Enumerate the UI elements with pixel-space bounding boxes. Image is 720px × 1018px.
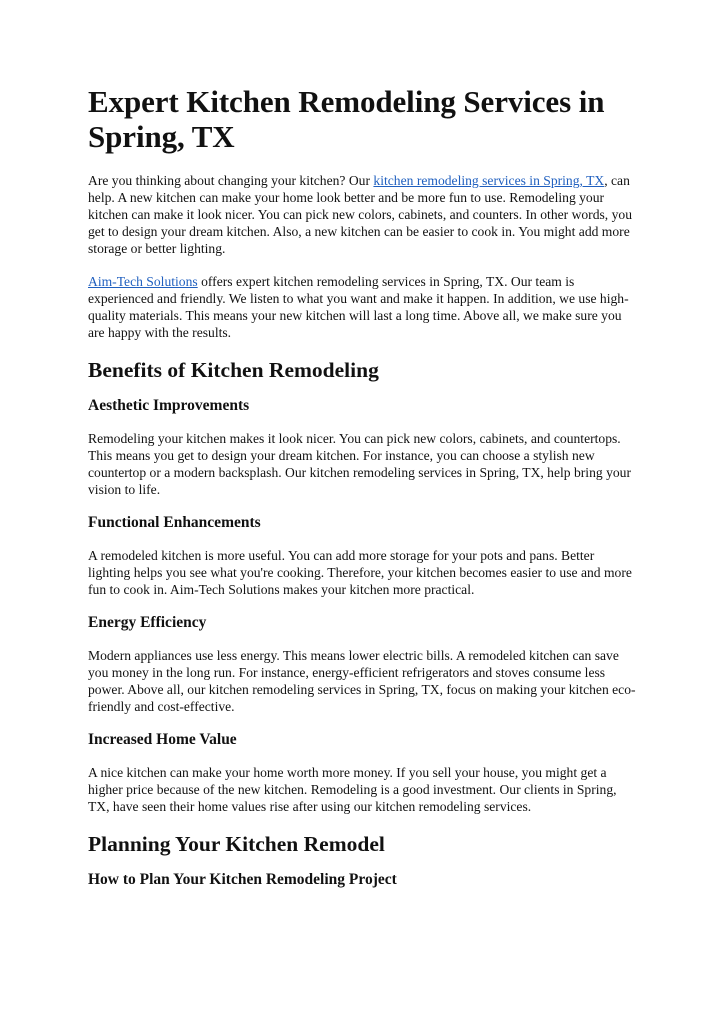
home-value-paragraph: A nice kitchen can make your home worth more money. If you sell your house, you might get a higher price because of the new kitchen. Remodeling is a good investment. Our clients in Spring, TX, have seen their home values rise after using our kitchen remodeling services. <box>88 765 617 814</box>
intro-text-after-link: , can help. A new kitchen can make your home look better and be more fun to use. Remodeling your kitchen can make it look nicer. You can pick new colors, cabinets, and counters. In other words, you get to design your dream kitchen. Also, a new kitchen can be easier to cook in. You might add more storage or better lighting. <box>88 173 632 256</box>
functional-paragraph: A remodeled kitchen is more useful. You can add more storage for your pots and pans. Better lighting helps you see what you're cooking. Therefore, your kitchen becomes easier to use and more fun to cook in. Aim-Tech Solutions makes your kitchen more practical. <box>88 548 632 597</box>
about-text: offers expert kitchen remodeling services in Spring, TX. Our team is experienced and friendly. We listen to what you want and make it happen. In addition, we use high-quality materials. This means your new kitchen will last a long time. Above all, we make sure you are happy with the results. <box>88 274 629 340</box>
intro-paragraph <box>88 172 638 257</box>
aim-tech-solutions-link[interactable]: Aim-Tech Solutions <box>88 274 198 289</box>
page-title: Expert Kitchen Remodeling Services in Spring, TX <box>88 84 605 154</box>
kitchen-remodeling-services-link[interactable]: kitchen remodeling services in Spring, TX <box>373 173 605 188</box>
energy-paragraph: Modern appliances use less energy. This means lower electric bills. A remodeled kitchen can save you money in the long run. For instance, energy-efficient refrigerators and stoves consume less power. Above all, our kitchen remodeling services in Spring, TX, focus on making your kitchen eco-friendly and cost-effective. <box>88 648 636 714</box>
energy-heading: Energy Efficiency <box>88 614 207 631</box>
planning-heading: Planning Your Kitchen Remodel <box>88 832 385 856</box>
aesthetic-heading: Aesthetic Improvements <box>88 397 250 414</box>
document-page <box>88 84 638 904</box>
about-paragraph <box>88 273 638 341</box>
planning-subheading: How to Plan Your Kitchen Remodeling Project <box>88 871 397 888</box>
home-value-heading: Increased Home Value <box>88 731 237 748</box>
benefits-heading: Benefits of Kitchen Remodeling <box>88 358 379 382</box>
functional-heading: Functional Enhancements <box>88 514 261 531</box>
aesthetic-paragraph: Remodeling your kitchen makes it look nicer. You can pick new colors, cabinets, and countertops. This means you get to design your dream kitchen. For instance, you can choose a stylish new countertop or a modern backsplash. Our kitchen remodeling services in Spring, TX, help bring your vision to life. <box>88 431 631 497</box>
intro-text-before-link: Are you thinking about changing your kitchen? Our <box>88 173 374 188</box>
